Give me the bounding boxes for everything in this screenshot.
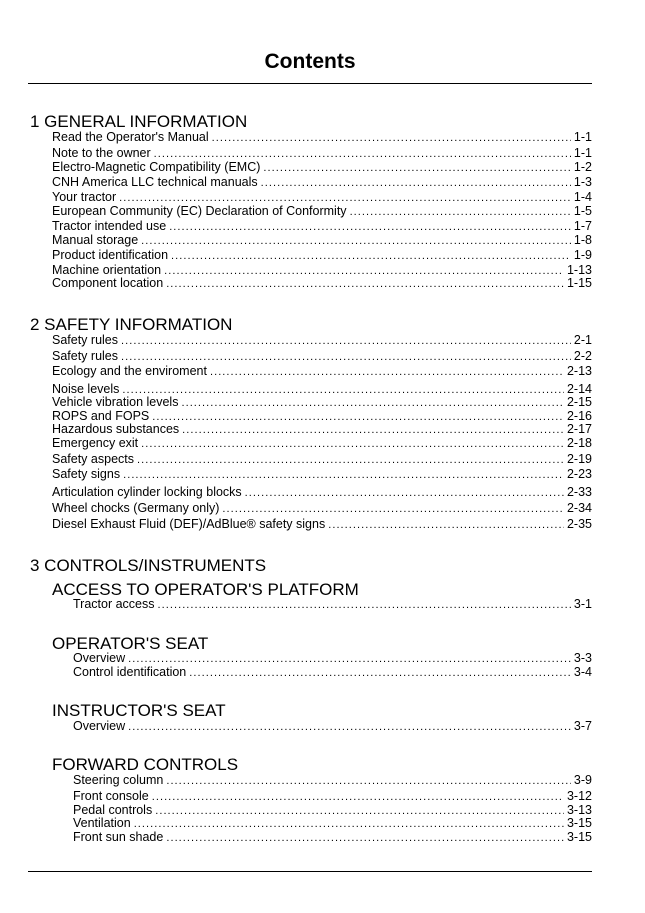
- toc-entry-title: Articulation cylinder locking blocks: [52, 485, 242, 499]
- toc-entry-page: 3-1: [573, 597, 592, 611]
- toc-entry-page: 3-3: [573, 651, 592, 665]
- dot-leader: [128, 651, 571, 665]
- dot-leader: [152, 409, 564, 423]
- toc-entry-title: Electro-Magnetic Compatibility (EMC): [52, 160, 261, 174]
- subsection-heading: FORWARD CONTROLS: [52, 755, 239, 774]
- toc-entry-page: 3-12: [566, 789, 592, 803]
- toc-entry[interactable]: [73, 789, 592, 803]
- toc-entry[interactable]: [52, 146, 592, 160]
- toc-entry-page: 1-5: [573, 204, 592, 218]
- dot-leader: [122, 382, 564, 396]
- toc-entry-page: 1-1: [573, 130, 592, 144]
- toc-entry-page: 1-1: [573, 146, 592, 160]
- toc-entry-title: Tractor access: [73, 597, 155, 611]
- dot-leader: [328, 517, 564, 531]
- toc-entry-title: Overview: [73, 651, 126, 665]
- toc-entry-title: European Community (EC) Declaration of Conformity: [52, 204, 347, 218]
- toc-entry[interactable]: [52, 333, 592, 347]
- toc-entry-title: Safety signs: [52, 467, 121, 481]
- toc-entry-title: Overview: [73, 719, 126, 733]
- dot-leader: [154, 146, 571, 160]
- toc-entry-page: 2-13: [566, 364, 592, 378]
- toc-entry-page: 2-19: [566, 452, 592, 466]
- dot-leader: [210, 364, 564, 378]
- toc-entry-page: 3-15: [566, 830, 592, 844]
- toc-entry-page: 1-3: [573, 175, 592, 189]
- dot-leader: [166, 773, 571, 787]
- toc-entry-title: ROPS and FOPS: [52, 409, 150, 423]
- toc-entry[interactable]: [52, 382, 592, 396]
- dot-leader: [212, 130, 571, 144]
- dot-leader: [137, 452, 564, 466]
- toc-entry-title: Safety rules: [52, 333, 119, 347]
- toc-entry-page: 2-1: [573, 333, 592, 347]
- dot-leader: [152, 789, 564, 803]
- toc-entry[interactable]: [52, 422, 592, 436]
- toc-entry-page: 1-15: [566, 276, 592, 290]
- dot-leader: [119, 190, 571, 204]
- dot-leader: [155, 803, 564, 817]
- toc-entry[interactable]: [52, 233, 592, 247]
- toc-entry[interactable]: [52, 364, 592, 378]
- subsection-heading: OPERATOR'S SEAT: [52, 634, 209, 653]
- toc-entry-page: 2-15: [566, 395, 592, 409]
- dot-leader: [261, 175, 571, 189]
- toc-entry[interactable]: [52, 452, 592, 466]
- toc-entry[interactable]: [73, 803, 592, 817]
- toc-entry-title: Component location: [52, 276, 164, 290]
- toc-entry[interactable]: [73, 597, 592, 611]
- section-heading: 3 CONTROLS/INSTRUMENTS: [30, 556, 267, 575]
- dot-leader: [182, 422, 564, 436]
- toc-entry[interactable]: [73, 665, 592, 679]
- toc-entry[interactable]: [52, 219, 592, 233]
- toc-entry-page: 3-15: [566, 816, 592, 830]
- toc-entry-page: 1-7: [573, 219, 592, 233]
- dot-leader: [166, 830, 564, 844]
- dot-leader: [158, 597, 571, 611]
- toc-entry-title: Manual storage: [52, 233, 139, 247]
- toc-entry-title: Front console: [73, 789, 149, 803]
- toc-entry-title: Wheel chocks (Germany only): [52, 501, 220, 515]
- toc-entry-title: Machine orientation: [52, 263, 162, 277]
- toc-entry-title: Your tractor: [52, 190, 117, 204]
- toc-entry-page: 2-23: [566, 467, 592, 481]
- toc-entry-page: 2-2: [573, 349, 592, 363]
- toc-entry-title: Hazardous substances: [52, 422, 180, 436]
- toc-entry[interactable]: [52, 349, 592, 363]
- toc-entry-page: 2-18: [566, 436, 592, 450]
- toc-entry[interactable]: [73, 830, 592, 844]
- toc-entry-title: Steering column: [73, 773, 164, 787]
- toc-entry[interactable]: [73, 719, 592, 733]
- toc-entry-page: 2-17: [566, 422, 592, 436]
- toc-entry-page: 2-14: [566, 382, 592, 396]
- toc-entry-page: 1-8: [573, 233, 592, 247]
- toc-entry[interactable]: [73, 773, 592, 787]
- dot-leader: [164, 263, 564, 277]
- dot-leader: [245, 485, 564, 499]
- toc-entry-title: Vehicle vibration levels: [52, 395, 179, 409]
- toc-entry-title: Product identification: [52, 248, 169, 262]
- toc-entry[interactable]: [52, 409, 592, 423]
- dot-leader: [141, 233, 571, 247]
- toc-entry-title: Pedal controls: [73, 803, 153, 817]
- toc-entry[interactable]: [52, 517, 592, 531]
- toc-entry-title: Front sun shade: [73, 830, 164, 844]
- toc-entry-title: Safety rules: [52, 349, 119, 363]
- toc-entry-page: 1-2: [573, 160, 592, 174]
- toc-entry-page: 1-4: [573, 190, 592, 204]
- bottom-rule: [28, 871, 592, 872]
- dot-leader: [189, 665, 571, 679]
- dot-leader: [121, 349, 571, 363]
- section-heading: 1 GENERAL INFORMATION: [30, 112, 248, 131]
- toc-entry-page: 2-33: [566, 485, 592, 499]
- toc-entry[interactable]: [52, 485, 592, 499]
- toc-entry-page: 2-35: [566, 517, 592, 531]
- toc-entry[interactable]: [52, 130, 592, 144]
- dot-leader: [134, 816, 564, 830]
- toc-entry-title: Note to the owner: [52, 146, 151, 160]
- toc-entry-title: Read the Operator's Manual: [52, 130, 209, 144]
- toc-entry[interactable]: [52, 501, 592, 515]
- page-title: Contents: [264, 50, 356, 73]
- toc-entry[interactable]: [52, 263, 592, 277]
- toc-entry[interactable]: [73, 816, 592, 830]
- dot-leader: [263, 160, 571, 174]
- toc-entry-page: 2-16: [566, 409, 592, 423]
- toc-entry-title: Tractor intended use: [52, 219, 167, 233]
- toc-entry-page: 3-7: [573, 719, 592, 733]
- toc-entry-page: 3-13: [566, 803, 592, 817]
- toc-entry-page: 1-9: [573, 248, 592, 262]
- toc-entry[interactable]: [52, 467, 592, 481]
- toc-entry[interactable]: [52, 160, 592, 174]
- toc-entry[interactable]: [52, 395, 592, 409]
- section-heading: 2 SAFETY INFORMATION: [30, 315, 233, 334]
- toc-entry-title: Control identification: [73, 665, 187, 679]
- toc-entry[interactable]: [52, 175, 592, 189]
- top-rule: [28, 83, 592, 84]
- toc-entry[interactable]: [52, 436, 592, 450]
- dot-leader: [181, 395, 564, 409]
- dot-leader: [141, 436, 564, 450]
- toc-entry-page: 2-34: [566, 501, 592, 515]
- dot-leader: [121, 333, 571, 347]
- toc-entry-title: Safety aspects: [52, 452, 134, 466]
- dot-leader: [350, 204, 571, 218]
- toc-entry[interactable]: [52, 204, 592, 218]
- subsection-heading: INSTRUCTOR'S SEAT: [52, 701, 226, 720]
- subsection-heading: ACCESS TO OPERATOR'S PLATFORM: [52, 580, 359, 599]
- dot-leader: [169, 219, 571, 233]
- toc-entry-page: 3-9: [573, 773, 592, 787]
- dot-leader: [166, 276, 564, 290]
- toc-entry[interactable]: [52, 248, 592, 262]
- toc-entry-title: Ventilation: [73, 816, 131, 830]
- toc-entry-title: Ecology and the enviroment: [52, 364, 207, 378]
- toc-entry-title: Diesel Exhaust Fluid (DEF)/AdBlue® safety signs: [52, 517, 326, 531]
- toc-entry-title: Emergency exit: [52, 436, 139, 450]
- toc-entry[interactable]: [73, 651, 592, 665]
- dot-leader: [171, 248, 571, 262]
- toc-entry-title: Noise levels: [52, 382, 120, 396]
- toc-entry-page: 3-4: [573, 665, 592, 679]
- toc-entry-page: 1-13: [566, 263, 592, 277]
- toc-entry[interactable]: [52, 276, 592, 290]
- toc-entry-title: CNH America LLC technical manuals: [52, 175, 258, 189]
- dot-leader: [222, 501, 564, 515]
- toc-entry[interactable]: [52, 190, 592, 204]
- dot-leader: [128, 719, 571, 733]
- dot-leader: [123, 467, 564, 481]
